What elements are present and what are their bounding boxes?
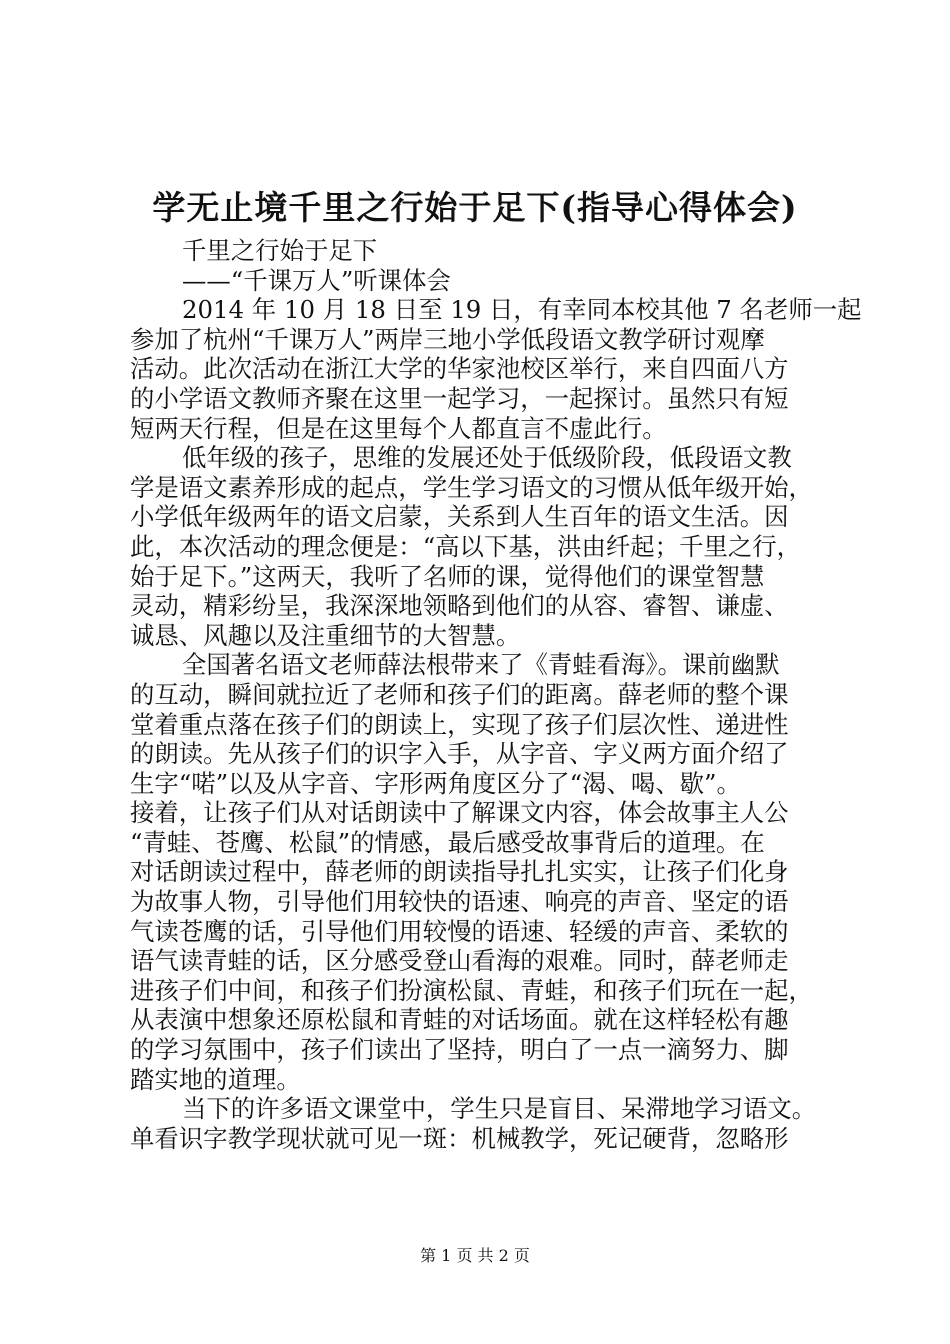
subtitle-line: ——“千课万人”听课体会: [182, 265, 451, 295]
text-line: 生字“喏”以及从字音、字形两角度区分了“渴、喝、歇”。: [130, 768, 741, 798]
paragraph: [130, 443, 842, 650]
text-line: 从表演中想象还原松鼠和青蛙的对话场面。就在这样轻松有趣: [130, 1005, 789, 1035]
paragraph: [130, 295, 862, 443]
text-line: 接着，让孩子们从对话朗读中了解课文内容，体会故事主人公: [130, 798, 789, 828]
text-line: 踏实地的道理。: [130, 1064, 301, 1094]
subtitle-line: 千里之行始于足下: [182, 236, 378, 265]
document-title: 学无止境千里之行始于足下(指导心得体会): [152, 188, 798, 227]
text-line: 此，本次活动的理念便是：“高以下基，洪由纤起；千里之行，: [130, 531, 802, 561]
text-line: 学是语文素养形成的起点，学生学习语文的习惯从低年级开始，: [130, 472, 813, 502]
text-line: 对话朗读过程中，薛老师的朗读指导扎扎实实，让孩子们化身: [130, 857, 789, 887]
text-line: 气读苍鹰的话，引导他们用较慢的语速、轻缓的声音、柔软的: [130, 916, 789, 946]
text-line: 为故事人物，引导他们用较快的语速、响亮的声音、坚定的语: [130, 887, 789, 917]
text-line: 短两天行程，但是在这里每个人都直言不虚此行。: [130, 413, 667, 443]
text-line: 单看识字教学现状就可见一斑：机械教学，死记硬背，忽略形: [130, 1123, 789, 1153]
text-line: 始于足下。”这两天，我听了名师的课，觉得他们的课堂智慧: [130, 561, 765, 591]
text-line: 参加了杭州“千课万人”两岸三地小学低段语文教学研讨观摩: [130, 324, 765, 354]
text-line: 的小学语文教师齐聚在这里一起学习，一起探讨。虽然只有短: [130, 383, 789, 413]
text-line: 的学习氛围中，孩子们读出了坚持，明白了一点一滴努力、脚: [130, 1035, 789, 1065]
text-line: 活动。此次活动在浙江大学的华家池校区举行，来自四面八方: [130, 354, 789, 384]
text-line: 低年级的孩子，思维的发展还处于低级阶段，低段语文教: [182, 443, 792, 473]
text-line: 2014 年 10 月 18 日至 19 日，有幸同本校其他 7 名老师一起: [182, 295, 862, 325]
paragraph: [130, 1094, 842, 1153]
text-line: 进孩子们中间，和孩子们扮演松鼠、青蛙，和孩子们玩在一起，: [130, 975, 813, 1005]
text-line: 的朗读。先从孩子们的识字入手，从字音、字义两方面介绍了: [130, 739, 789, 769]
text-line: “青蛙、苍鹰、松鼠”的情感，最后感受故事背后的道理。在: [130, 827, 765, 857]
paragraph: [130, 650, 842, 1094]
text-line: 语气读青蛙的话，区分感受登山看海的艰难。同时，薛老师走: [130, 946, 789, 976]
text-line: 灵动，精彩纷呈，我深深地领略到他们的从容、睿智、谦虚、: [130, 591, 789, 621]
text-line: 全国著名语文老师薛法根带来了《青蛙看海》。课前幽默: [182, 650, 780, 680]
text-line: 的互动，瞬间就拉近了老师和孩子们的距离。薛老师的整个课: [130, 679, 789, 709]
text-line: 堂着重点落在孩子们的朗读上，实现了孩子们层次性、递进性: [130, 709, 789, 739]
text-line: 当下的许多语文课堂中，学生只是盲目、呆滞地学习语文。: [182, 1094, 817, 1124]
page-footer: 第 1 页 共 2 页: [420, 1246, 530, 1265]
text-line: 诚恳、风趣以及注重细节的大智慧。: [130, 620, 521, 650]
text-line: 小学低年级两年的语文启蒙，关系到人生百年的语文生活。因: [130, 502, 789, 532]
document-body: [130, 236, 862, 1153]
